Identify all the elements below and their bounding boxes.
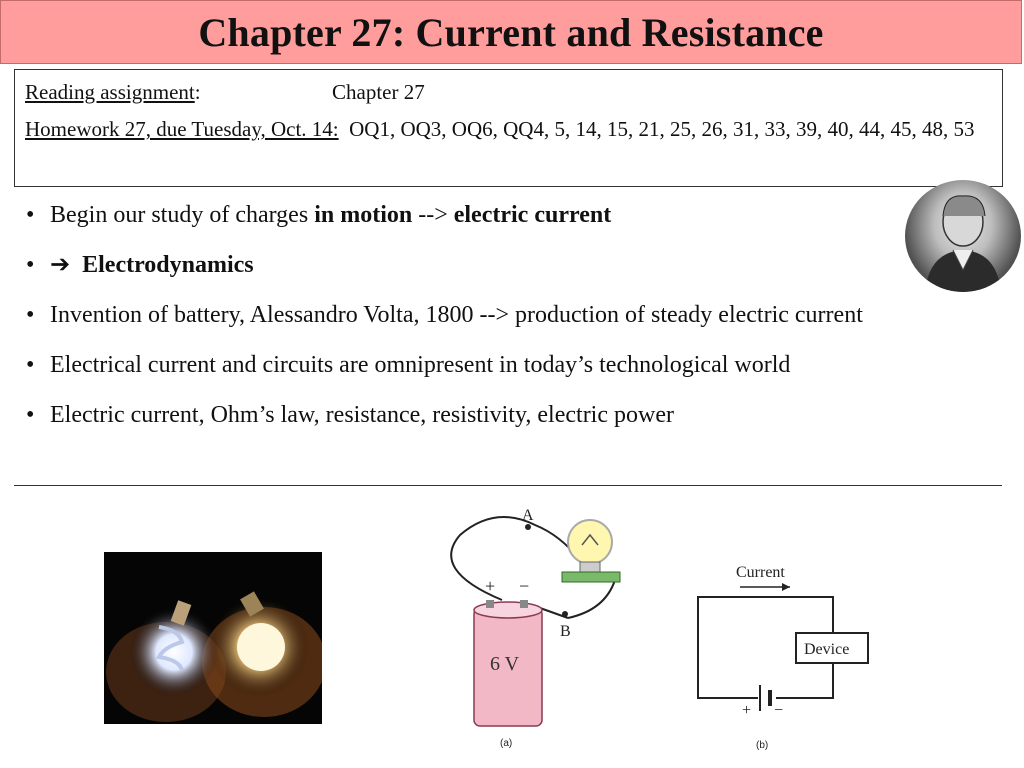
bullet-dot: • <box>26 352 35 378</box>
homework-row <box>25 115 992 144</box>
arrow-icon: ➔ <box>50 252 71 278</box>
bullet-dot: • <box>26 402 35 428</box>
bullet-list <box>26 198 946 448</box>
minus-sign: − <box>774 702 784 719</box>
battery-bulb-circuit <box>440 500 630 755</box>
title-bar <box>0 0 1022 64</box>
bullet-dot: • <box>26 202 35 228</box>
reading-colon: : <box>194 80 201 104</box>
schematic-circuit <box>690 555 880 755</box>
bullet-item-2 <box>26 248 946 282</box>
reading-label: Reading assignment <box>25 80 195 104</box>
label-a: A <box>522 507 534 524</box>
bullet-5-text: Electric current, Ohm’s law, resistance, resistivity, electric power <box>50 402 674 428</box>
bullet-dot: • <box>26 302 35 328</box>
device-label: Device <box>804 641 850 658</box>
bullet-dot: • <box>26 252 35 278</box>
bullet-3-text: Invention of battery, Alessandro Volta, 1800 --> production of steady electric current <box>50 302 863 328</box>
bullet-4-text: Electrical current and circuits are omnipresent in today’s technological world <box>50 352 791 378</box>
reading-row <box>25 78 992 107</box>
homework-value: OQ1, OQ3, OQ6, QQ4, 5, 14, 15, 21, 25, 26, 31, 33, 39, 40, 44, 45, 48, 53 <box>349 117 975 141</box>
section-divider <box>14 485 1002 486</box>
battery-voltage-label: 6 V <box>490 653 520 675</box>
bullet-1-text: Begin our study of charges <box>50 202 315 228</box>
battery-minus-sign: − <box>519 576 530 596</box>
figure-a-caption: (a) <box>500 738 513 749</box>
bullet-item-1 <box>26 198 946 232</box>
bullet-1-bold-current: electric current <box>453 202 612 228</box>
bullet-1-bold-motion: in motion <box>314 202 413 228</box>
assignment-box <box>14 69 1003 187</box>
slide-title: Chapter 27: Current and Resistance <box>198 9 824 55</box>
label-b: B <box>560 623 571 640</box>
circuit-diagram-b <box>690 555 880 755</box>
bullet-2-text: Electrodynamics <box>82 252 254 278</box>
bullet-item-5 <box>26 398 946 432</box>
current-label: Current <box>736 564 785 581</box>
bulbs-illustration <box>104 552 322 724</box>
bulbs-in-hands-photo <box>104 552 322 724</box>
bullet-item-3 <box>26 298 946 332</box>
figure-b-caption: (b) <box>756 740 769 751</box>
reading-value: Chapter 27 <box>332 80 425 104</box>
battery-plus-sign: + <box>485 576 496 596</box>
bullet-1-arrow-text: --> <box>412 202 454 228</box>
plus-sign: + <box>742 702 752 719</box>
bullet-item-4 <box>26 348 946 382</box>
homework-label: Homework 27, due Tuesday, Oct. 14: <box>25 117 339 141</box>
circuit-diagram-a <box>440 500 630 755</box>
